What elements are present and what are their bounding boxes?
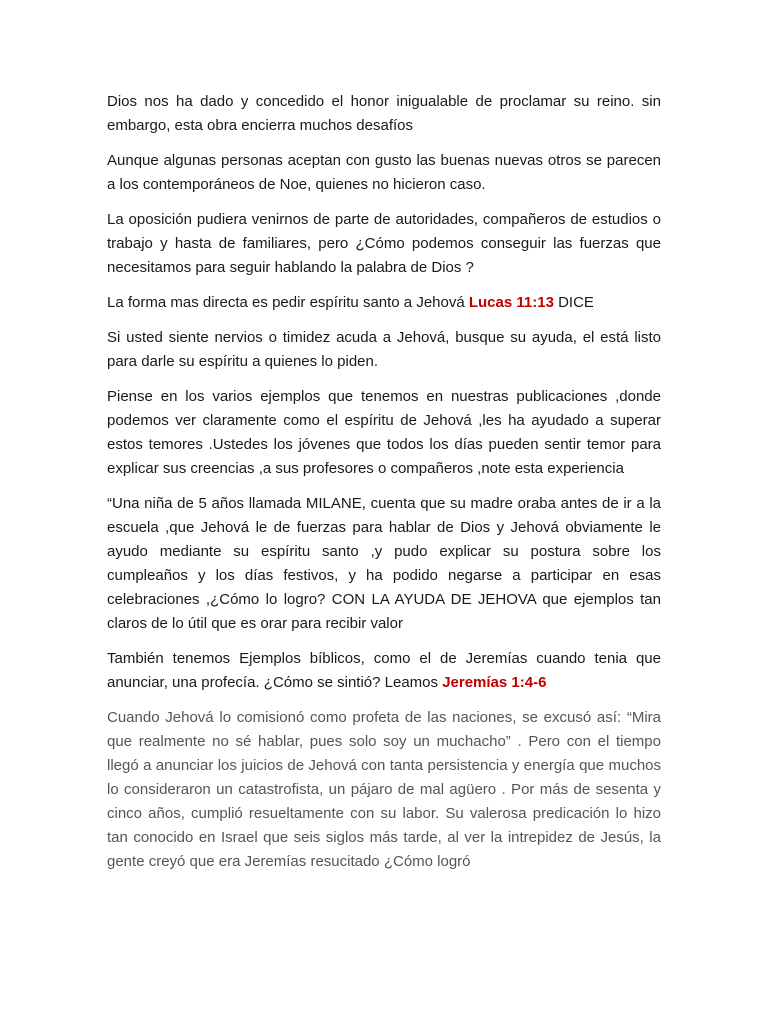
paragraph-jeremias [107,647,661,695]
paragraph-noe: Aunque algunas personas aceptan con gusto las buenas nuevas otros se parecen a los contemporáneos de Noe, quienes no hicieron caso. [107,152,661,193]
paragraph-lucas-text: La forma mas directa es pedir espíritu santo a Jehová [107,294,469,311]
paragraph-quote-jeremias: Cuando Jehová lo comisionó como profeta de las naciones, se excusó así: “Mira que realmente no sé hablar, pues solo soy un muchacho” . Pero con el tiempo llegó a anunciar los juicios de Jehová con tanta persistencia y energía que muchos lo consideraron un catastrofista, un pájaro de mal agüero . Por más de sesenta y cinco años, cumplió resueltamente con su labor. Su valerosa predicación lo hizo tan conocido en Israel que seis siglos más tarde, al ver la intrepidez de Jesús, la gente creyó que era Jeremías resucitado ¿Cómo logró [107,709,661,870]
paragraph-intro: Dios nos ha dado y concedido el honor inigualable de proclamar su reino. sin embargo, esta obra encierra muchos desafíos [107,93,661,134]
bible-reference-jeremias: Jeremías 1:4-6 [442,674,547,691]
paragraph-lucas [107,291,661,315]
paragraph-milane: “Una niña de 5 años llamada MILANE, cuenta que su madre oraba antes de ir a la escuela ,que Jehová le de fuerzas para hablar de Dios y Jehová obviamente le ayudo mediante su espíritu santo ,y pudo explicar su postura sobre los cumpleaños y los días festivos, y ha podido negarse a participar en esas celebraciones ,¿Cómo lo logro? CON LA AYUDA DE JEHOVA que ejemplos tan claros de lo útil que es orar para recibir valor [107,495,661,632]
paragraph-lucas-suffix: DICE [553,294,594,311]
paragraph-timidez: Si usted siente nervios o timidez acuda a Jehová, busque su ayuda, el está listo para darle su espíritu a quienes lo piden. [107,329,661,370]
paragraph-jeremias-text: También tenemos Ejemplos bíblicos, como el de Jeremías cuando tenia que anunciar, una profecía. ¿Cómo se sintió? Leamos [107,650,661,691]
paragraph-ejemplos: Piense en los varios ejemplos que tenemos en nuestras publicaciones ,donde podemos ver claramente como el espíritu de Jehová ,les ha ayudado a superar estos temores .Ustedes los jóvenes que todos los días pueden sentir temor para explicar sus creencias ,a sus profesores o compañeros ,note esta experiencia [107,388,661,477]
bible-reference-lucas: Lucas 11:13 [468,294,554,311]
paragraph-opposition: La oposición pudiera venirnos de parte de autoridades, compañeros de estudios o trabajo y hasta de familiares, pero ¿Cómo podemos conseguir las fuerzas que necesitamos para seguir hablando la palabra de Dios ? [107,211,661,276]
